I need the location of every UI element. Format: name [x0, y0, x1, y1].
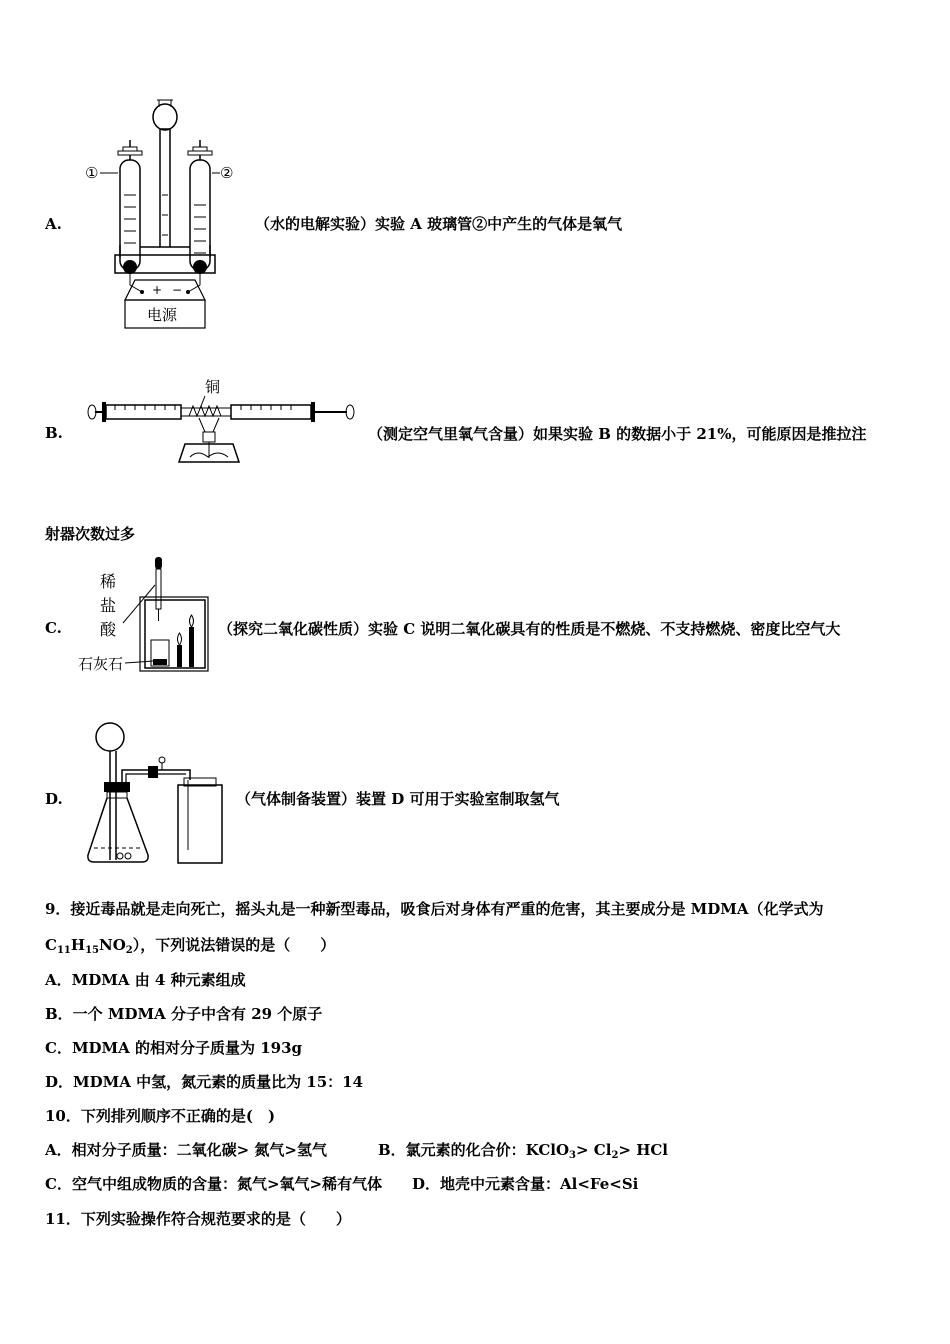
acid-label-2: 盐 — [100, 596, 117, 615]
q11-stem: 11．下列实验操作符合规范要求的是（ ） — [45, 1210, 351, 1228]
option-b-text-line2: 射器次数过多 — [45, 525, 136, 543]
copper-label: 铜 — [205, 378, 221, 396]
q10-option-c: C．空气中组成物质的含量：氮气>氧气>稀有气体 — [45, 1175, 383, 1193]
q10-option-b-pre: B．氯元素的化合价：KClO — [378, 1141, 570, 1159]
q9-formula-o-sub: 2 — [125, 945, 133, 956]
tube-1-label: ① — [85, 164, 99, 182]
q10-option-b-post: > HCl — [618, 1141, 669, 1159]
option-b-text-line1: （测定空气里氧气含量）如果实验 B 的数据小于 21%，可能原因是推拉注 — [368, 425, 867, 443]
power-plus-sign: + — [152, 283, 163, 297]
q9-option-b: B．一个 MDMA 分子中含有 29 个原子 — [45, 1005, 323, 1023]
q9-formula-no: NO — [98, 936, 126, 954]
q10-option-b-sub2: 2 — [611, 1150, 619, 1161]
electrolysis-apparatus-figure — [80, 95, 234, 335]
option-c-letter: C. — [45, 619, 62, 637]
option-a-letter: A. — [45, 215, 62, 233]
syringe-apparatus-figure — [85, 372, 365, 472]
q9-formula-h-sub: 15 — [85, 945, 99, 956]
q10-option-b — [378, 1140, 668, 1160]
q9-stem-tail: ），下列说法错误的是（ ） — [132, 936, 336, 954]
q9-stem-line1: 9．接近毒品就是走向死亡，摇头丸是一种新型毒品，吸食后对身体有严重的危害，其主要成分是 MDMA（化学式为 — [45, 900, 824, 918]
q10-stem: 10．下列排列顺序不正确的是( ) — [45, 1107, 276, 1125]
limestone-label: 石灰石 — [78, 655, 124, 673]
q9-option-c: C．MDMA 的相对分子质量为 193g — [45, 1039, 303, 1057]
option-a-text: （水的电解实验）实验 A 玻璃管②中产生的气体是氧气 — [255, 215, 623, 233]
q9-formula-c-sub: 11 — [56, 945, 71, 956]
power-label: 电源 — [147, 306, 178, 324]
q10-option-a: A．相对分子质量：二氧化碳> 氮气>氢气 — [45, 1141, 327, 1159]
option-d-text: （气体制备装置）装置 D 可用于实验室制取氢气 — [236, 790, 560, 808]
q9-formula-h: H — [70, 936, 86, 954]
option-c-text: （探究二氧化碳性质）实验 C 说明二氧化碳具有的性质是不燃烧、不支持燃烧、密度比空气大 — [218, 620, 841, 638]
q10-option-b-mid: > Cl — [576, 1141, 612, 1159]
co2-property-apparatus-figure — [75, 555, 215, 675]
q9-option-d: D．MDMA 中氢，氮元素的质量比为 15：14 — [45, 1073, 364, 1091]
q9-option-a: A．MDMA 由 4 种元素组成 — [45, 971, 246, 989]
q9-formula-c: C — [45, 936, 57, 954]
power-minus-sign: − — [172, 283, 183, 297]
q9-stem-line2 — [45, 935, 335, 955]
q10-option-d: D．地壳中元素含量：Al<Fe<Si — [412, 1175, 639, 1193]
q10-option-b-sub1: 3 — [569, 1150, 576, 1161]
gas-preparation-apparatus-figure — [80, 720, 230, 870]
acid-label-1: 稀 — [100, 572, 117, 591]
acid-label-3: 酸 — [100, 620, 117, 639]
option-b-letter: B. — [45, 424, 63, 442]
tube-2-label: ② — [220, 164, 234, 182]
option-d-letter: D. — [45, 790, 63, 808]
